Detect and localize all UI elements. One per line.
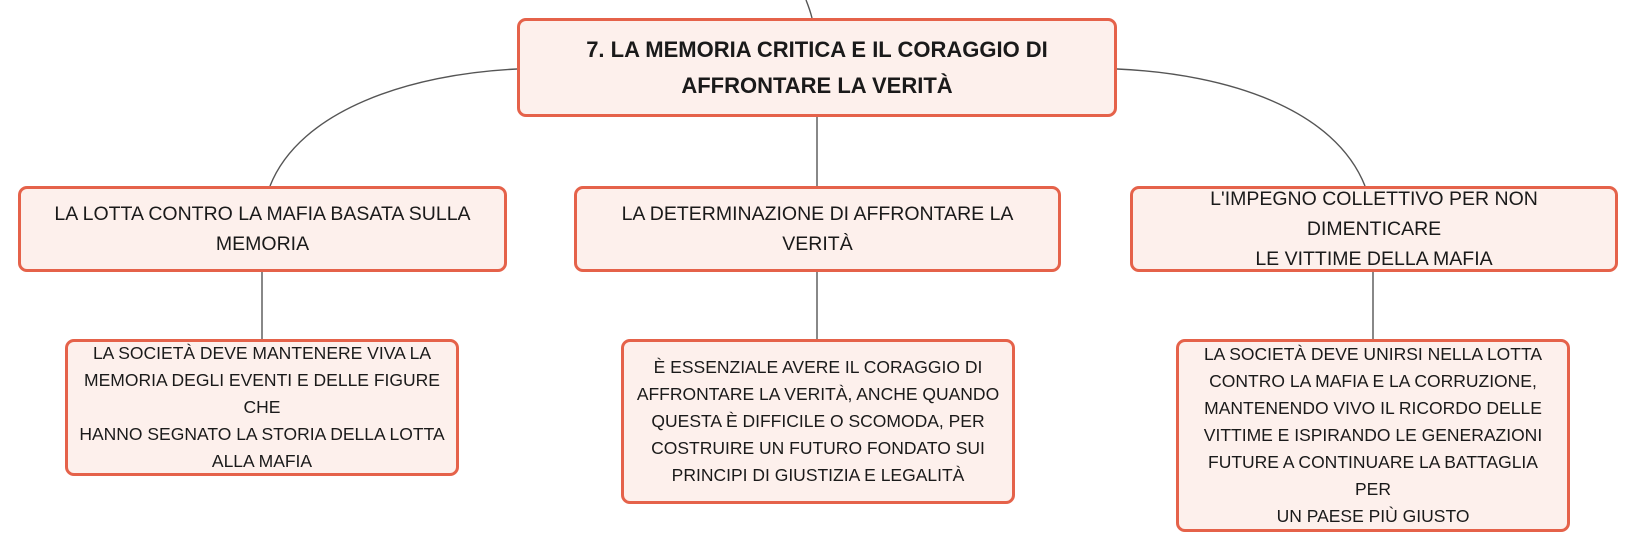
detail-collective-commitment[interactable] [1176,339,1570,532]
subtopic-line: MEMORIA [215,233,310,255]
detail-line: VITTIME E ISPIRANDO LE GENERAZIONI [1203,425,1543,445]
detail-line: PRINCIPI DI GIUSTIZIA E LEGALITÀ [671,465,965,485]
subtopic-line: LE VITTIME DELLA MAFIA [1255,248,1493,270]
subtopic-line: LA LOTTA CONTRO LA MAFIA BASATA SULLA [54,203,471,225]
detail-line: COSTRUIRE UN FUTURO FONDATO SUI [651,438,985,458]
connector-parent-to-root [806,0,812,18]
root-topic-line: 7. LA MEMORIA CRITICA E IL CORAGGIO DI [586,36,1048,62]
subtopic-line: L'IMPEGNO COLLETTIVO PER NON DIMENTICARE [1210,188,1538,240]
detail-line: ALLA MAFIA [211,451,313,471]
root-topic-line: AFFRONTARE LA VERITÀ [681,72,953,98]
detail-line: FUTURE A CONTINUARE LA BATTAGLIA PER [1208,452,1538,499]
detail-line: QUESTA È DIFFICILE O SCOMODA, PER [651,411,985,431]
subtopic-text [591,199,1044,259]
subtopic-determination-truth[interactable] [574,186,1061,272]
detail-text [78,340,446,475]
detail-line: UN PAESE PIÙ GIUSTO [1276,506,1470,526]
detail-memory-based-fight[interactable] [65,339,459,476]
subtopic-text [1147,184,1601,274]
root-topic-text [586,32,1048,104]
subtopic-line: LA DETERMINAZIONE DI AFFRONTARE LA VERITÀ [621,203,1014,255]
detail-line: MANTENENDO VIVO IL RICORDO DELLE [1204,398,1542,418]
detail-determination-truth[interactable] [621,339,1015,504]
subtopic-memory-based-fight[interactable] [18,186,507,272]
subtopic-collective-commitment[interactable] [1130,186,1618,272]
detail-line: MEMORIA DEGLI EVENTI E DELLE FIGURE CHE [84,370,440,417]
root-topic[interactable] [517,18,1117,117]
detail-text [637,354,999,489]
connector-root-to-branch-right [1117,69,1365,186]
detail-line: È ESSENZIALE AVERE IL CORAGGIO DI [653,357,983,377]
detail-line: AFFRONTARE LA VERITÀ, ANCHE QUANDO [636,384,1000,404]
detail-line: LA SOCIETÀ DEVE MANTENERE VIVA LA [92,343,432,363]
detail-line: CONTRO LA MAFIA E LA CORRUZIONE, [1209,371,1537,391]
detail-text [1189,341,1557,530]
subtopic-text [54,199,470,259]
detail-line: LA SOCIETÀ DEVE UNIRSI NELLA LOTTA [1203,344,1543,364]
connector-root-to-branch-left [270,69,517,186]
detail-line: HANNO SEGNATO LA STORIA DELLA LOTTA [79,424,445,444]
